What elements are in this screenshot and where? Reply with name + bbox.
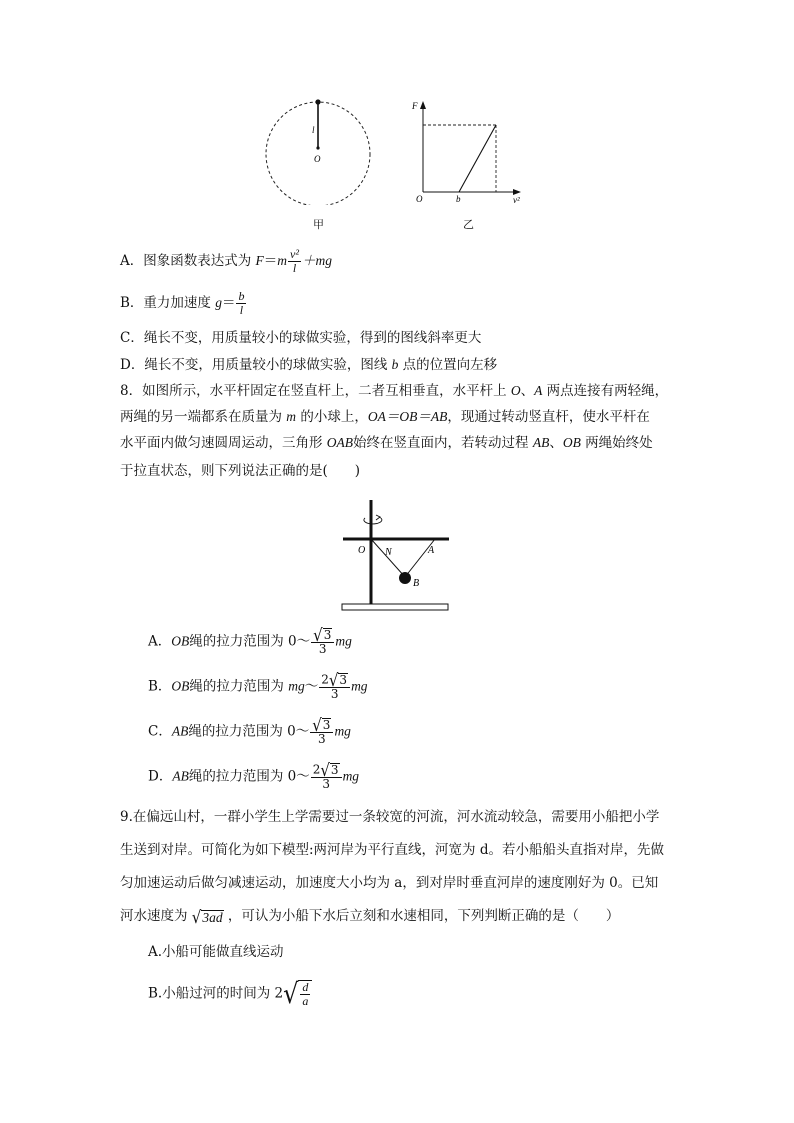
q9-stem-line1: 9.在偏远山村，一群小学生上学需要过一条较宽的河流，河水流动较急，需要用小船把小学	[120, 809, 660, 825]
caption-jia: 甲	[313, 218, 324, 231]
q8-option-b: B．OB绳的拉力范围为 mg～ 2 √ 3 3 mg	[148, 669, 368, 701]
label-n-fig8: N	[385, 547, 392, 558]
q7-option-b: B．重力加速度 g＝ $\frac{b}{l}$	[120, 289, 245, 317]
label-b: b	[456, 194, 461, 204]
figure-jia	[262, 95, 382, 205]
figure-q8	[335, 492, 460, 618]
label-b-fig8: B	[413, 578, 420, 589]
q8-option-d: D．AB绳的拉力范围为 0～ 2 √ 3 3 mg	[148, 759, 360, 791]
label-f: F	[412, 101, 418, 111]
graph-line	[459, 125, 496, 192]
fraction-2sqrt3-3: 2 √ 3 3	[311, 763, 342, 791]
q7-option-d: D．绳长不变，用质量较小的球做实验，图线 b 点的位置向左移	[120, 357, 498, 373]
label-o-fig8: O	[358, 545, 366, 556]
fraction-sqrt3-3: √ 3 3	[310, 718, 333, 746]
q8-option-a: A．OB绳的拉力范围为 0～ √ 3 3 mg	[148, 624, 352, 656]
q9-stem-line2: 生送到对岸。可简化为如下模型:两河岸为平行直线，河宽为 d。若小船船头直指对岸，先做	[120, 842, 664, 858]
label-v2: v²	[513, 195, 520, 205]
base-plate	[342, 604, 448, 610]
q8-stem-line1: 8．如图所示，水平杆固定在竖直杆上，二者互相垂直，水平杆上 O、A 两点连接有两轻绳，	[120, 383, 669, 399]
sqrt-3ad: √ 3ad	[191, 906, 223, 927]
fraction-b-l: $\frac{b}{l}$	[238, 289, 245, 317]
q9-stem-line4: 河水速度为 √ 3ad ，可认为小船下水后立刻和水速相同，下列判断正确的是（ ）	[120, 906, 620, 927]
q8-stem-line2: 两绳的另一端都系在质量为 m 的小球上，OA＝OB＝AB，现通过转动竖直杆，使水平杆在	[120, 409, 650, 425]
q9-option-b: B.小船过河的时间为 2 √ $\frac{d}{a}$	[148, 980, 312, 1008]
q7-option-a: A．图象函数表达式为 F＝m $\frac{\text{v²}}{l}$ ＋mg	[120, 247, 332, 275]
y-axis-arrow	[420, 101, 426, 109]
fraction-v2-l: $\frac{\text{v²}}{l}$	[290, 247, 299, 275]
rotation-arrowhead-icon	[376, 515, 380, 520]
label-o-jia: O	[314, 154, 321, 164]
center-dot	[316, 146, 319, 149]
label-l: l	[312, 125, 315, 135]
q8-stem-line4: 于拉直状态，则下列说法正确的是( )	[120, 463, 361, 479]
ball-dot	[315, 99, 320, 104]
figure-yi	[405, 95, 535, 210]
label-o-yi: O	[416, 194, 423, 204]
rope-ob	[371, 539, 405, 577]
fraction-sqrt3-3: √ 3 3	[311, 628, 334, 656]
caption-yi: 乙	[463, 218, 474, 231]
q9-option-a: A.小船可能做直线运动	[148, 944, 284, 960]
q9-stem-line3: 匀加速运动后做匀减速运动，加速度大小均为 a，到对岸时垂直河岸的速度刚好为 0。已知	[120, 875, 659, 891]
q8-stem-line3: 水平面内做匀速圆周运动，三角形 OAB始终在竖直面内，若转动过程 AB、OB 两绳始终处	[120, 435, 653, 451]
q8-option-c: C．AB绳的拉力范围为 0～ √ 3 3 mg	[148, 714, 351, 746]
ball-b	[399, 572, 411, 584]
sqrt-d-over-a: √ $\frac{d}{a}$	[283, 980, 312, 1008]
fraction-2sqrt3-3: 2 √ 3 3	[319, 673, 350, 701]
q7-option-c: C．绳长不变，用质量较小的球做实验，得到的图线斜率更大	[120, 330, 482, 346]
label-a-fig8: A	[428, 545, 435, 556]
